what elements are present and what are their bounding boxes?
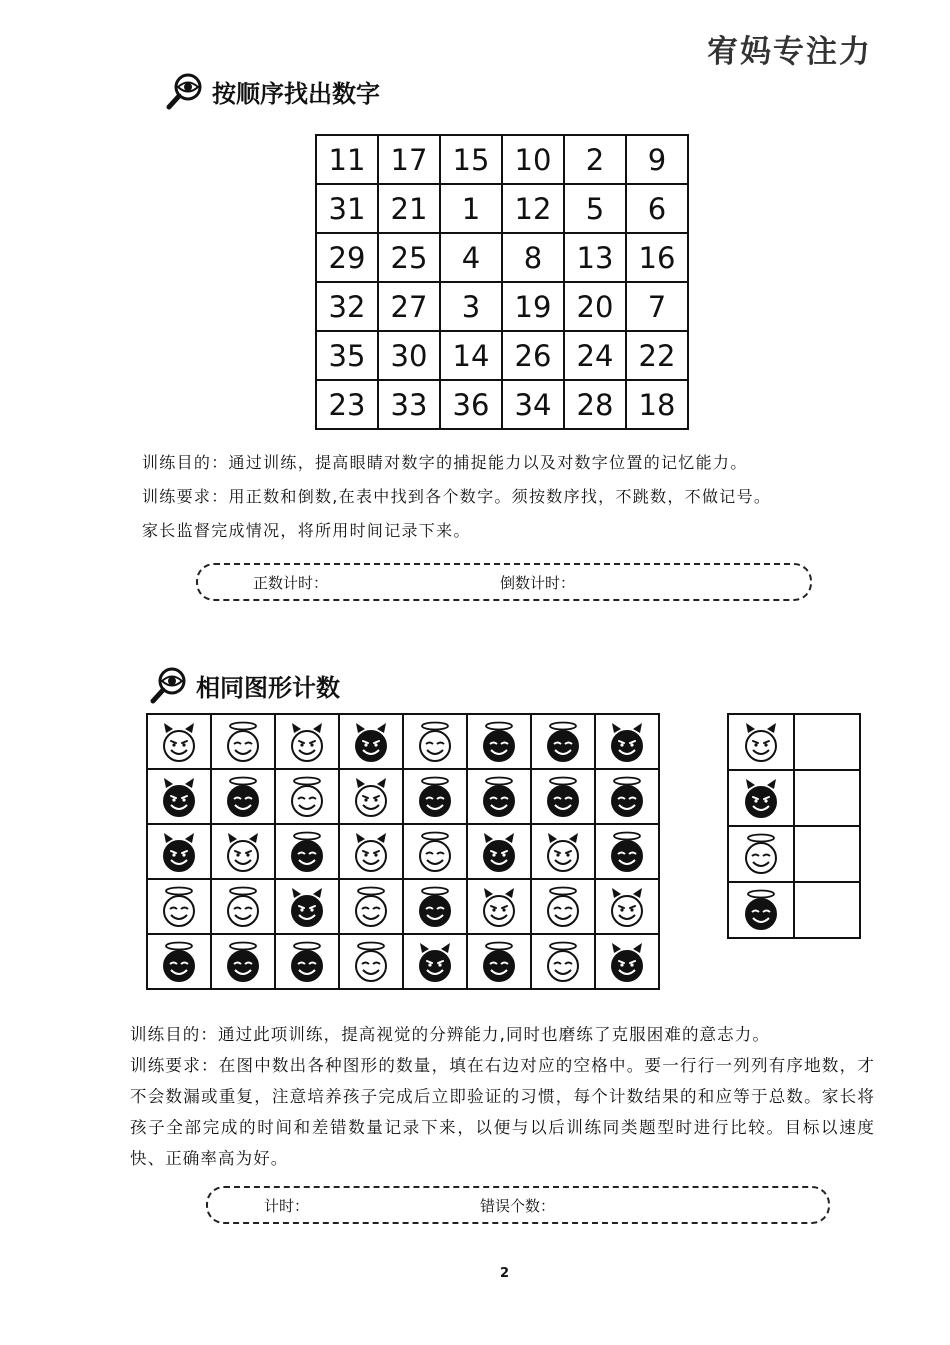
number-cell: 12	[502, 184, 564, 233]
devil-dark-icon	[159, 776, 199, 818]
number-cell: 17	[378, 135, 440, 184]
magnifier-eye-icon	[150, 666, 188, 704]
number-cell: 27	[378, 282, 440, 331]
symbol-cell	[595, 824, 659, 879]
symbol-cell	[339, 879, 403, 934]
count-row	[728, 826, 860, 882]
section1-requirement: 训练要求：用正数和倒数,在表中找到各个数字。须按数序找，不跳数，不做记号。	[142, 487, 772, 506]
devil-dark-icon	[479, 831, 519, 873]
devil-dark-icon	[607, 941, 647, 983]
section2-title: 相同图形计数	[196, 673, 340, 702]
section2-purpose: 训练目的：通过此项训练，提高视觉的分辨能力,同时也磨练了克服困难的意志力。	[130, 1025, 770, 1044]
section1-timer-box	[196, 563, 812, 601]
symbol-cell	[339, 824, 403, 879]
section1-supervise: 家长监督完成情况，将所用时间记录下来。	[142, 521, 471, 540]
devil-outline-icon	[479, 886, 519, 928]
devil-outline-icon	[543, 831, 583, 873]
angel-dark-icon	[159, 941, 199, 983]
symbol-cell	[467, 879, 531, 934]
count-answer-cell[interactable]	[794, 882, 860, 938]
devil-dark-icon	[159, 831, 199, 873]
devil-dark-icon	[351, 721, 391, 763]
section2-timer-box	[206, 1186, 830, 1224]
symbol-cell	[147, 824, 211, 879]
symbol-cell	[595, 934, 659, 989]
angel-outline-icon	[223, 886, 263, 928]
number-cell: 6	[626, 184, 688, 233]
symbol-cell	[339, 714, 403, 769]
number-grid-row	[316, 135, 688, 184]
number-cell: 28	[564, 380, 626, 429]
symbol-cell	[467, 714, 531, 769]
angel-outline-icon	[741, 833, 781, 875]
page-number: 2	[500, 1266, 510, 1281]
symbol-cell	[531, 769, 595, 824]
angel-outline-icon	[351, 941, 391, 983]
symbol-grid-row	[147, 879, 659, 934]
number-cell: 14	[440, 331, 502, 380]
number-cell: 29	[316, 233, 378, 282]
angel-outline-icon	[223, 721, 263, 763]
angel-dark-icon	[479, 776, 519, 818]
section1-title: 按顺序找出数字	[212, 79, 380, 108]
section1-purpose: 训练目的：通过训练，提高眼睛对数字的捕捉能力以及对数字位置的记忆能力。	[142, 453, 748, 472]
number-cell: 10	[502, 135, 564, 184]
section1-heading	[166, 72, 380, 110]
symbol-cell	[467, 934, 531, 989]
symbol-cell	[275, 934, 339, 989]
number-cell: 20	[564, 282, 626, 331]
brand-title: 宥妈专注力	[707, 34, 872, 70]
count-row	[728, 770, 860, 826]
symbol-cell	[211, 769, 275, 824]
symbol-count-table	[727, 713, 861, 939]
symbol-cell	[467, 769, 531, 824]
symbol-cell	[531, 934, 595, 989]
number-cell: 35	[316, 331, 378, 380]
number-cell: 4	[440, 233, 502, 282]
symbol-cell	[467, 824, 531, 879]
number-cell: 8	[502, 233, 564, 282]
devil-dark-icon	[741, 777, 781, 819]
symbol-grid-row	[147, 769, 659, 824]
angel-dark-icon	[543, 776, 583, 818]
symbol-grid-row	[147, 714, 659, 769]
symbol-cell	[531, 879, 595, 934]
number-grid-row	[316, 380, 688, 429]
number-grid-row	[316, 184, 688, 233]
angel-outline-icon	[287, 776, 327, 818]
devil-dark-icon	[415, 941, 455, 983]
number-cell: 15	[440, 135, 502, 184]
devil-outline-icon	[351, 831, 391, 873]
symbol-cell	[595, 879, 659, 934]
symbol-cell	[147, 879, 211, 934]
symbol-cell	[211, 934, 275, 989]
symbol-cell	[211, 879, 275, 934]
number-cell: 24	[564, 331, 626, 380]
angel-dark-icon	[479, 721, 519, 763]
count-row	[728, 882, 860, 938]
angel-outline-icon	[543, 941, 583, 983]
symbol-cell	[403, 714, 467, 769]
number-cell: 13	[564, 233, 626, 282]
symbol-cell	[339, 769, 403, 824]
angel-outline-icon	[415, 721, 455, 763]
devil-outline-icon	[159, 721, 199, 763]
number-cell: 5	[564, 184, 626, 233]
count-answer-cell[interactable]	[794, 826, 860, 882]
number-grid-row	[316, 331, 688, 380]
number-cell: 16	[626, 233, 688, 282]
symbol-grid-row	[147, 934, 659, 989]
devil-outline-icon	[223, 831, 263, 873]
angel-dark-icon	[223, 941, 263, 983]
angel-dark-icon	[607, 776, 647, 818]
symbol-cell	[147, 934, 211, 989]
angel-outline-icon	[543, 886, 583, 928]
count-symbol-cell	[728, 826, 794, 882]
angel-dark-icon	[415, 776, 455, 818]
count-symbol-cell	[728, 714, 794, 770]
number-cell: 31	[316, 184, 378, 233]
number-cell: 7	[626, 282, 688, 331]
symbol-cell	[403, 879, 467, 934]
angel-dark-icon	[741, 889, 781, 931]
timer-label: 计时：	[264, 1196, 310, 1215]
angel-dark-icon	[287, 831, 327, 873]
number-cell: 1	[440, 184, 502, 233]
symbol-cell	[147, 769, 211, 824]
backward-timer-label: 倒数计时：	[500, 573, 576, 592]
count-row	[728, 714, 860, 770]
symbol-cell	[211, 714, 275, 769]
devil-dark-icon	[287, 886, 327, 928]
count-answer-cell[interactable]	[794, 770, 860, 826]
devil-outline-icon	[287, 721, 327, 763]
symbol-cell	[595, 769, 659, 824]
number-cell: 11	[316, 135, 378, 184]
count-symbol-cell	[728, 882, 794, 938]
section1-instructions	[142, 446, 771, 548]
symbol-cell	[275, 879, 339, 934]
angel-dark-icon	[607, 831, 647, 873]
number-cell: 22	[626, 331, 688, 380]
number-cell: 21	[378, 184, 440, 233]
number-cell: 26	[502, 331, 564, 380]
symbol-grid	[146, 713, 660, 990]
devil-dark-icon	[607, 721, 647, 763]
number-cell: 33	[378, 380, 440, 429]
symbol-cell	[275, 714, 339, 769]
magnifier-eye-icon	[166, 72, 204, 110]
number-cell: 19	[502, 282, 564, 331]
devil-outline-icon	[741, 721, 781, 763]
symbol-cell	[595, 714, 659, 769]
symbol-cell	[147, 714, 211, 769]
symbol-cell	[211, 824, 275, 879]
number-cell: 34	[502, 380, 564, 429]
number-cell: 32	[316, 282, 378, 331]
angel-dark-icon	[223, 776, 263, 818]
number-grid	[315, 134, 689, 430]
angel-outline-icon	[415, 831, 455, 873]
symbol-cell	[275, 824, 339, 879]
devil-outline-icon	[351, 776, 391, 818]
errors-label: 错误个数：	[480, 1196, 556, 1215]
number-cell: 9	[626, 135, 688, 184]
symbol-grid-row	[147, 824, 659, 879]
number-grid-row	[316, 282, 688, 331]
count-answer-cell[interactable]	[794, 714, 860, 770]
angel-outline-icon	[351, 886, 391, 928]
angel-dark-icon	[415, 886, 455, 928]
symbol-cell	[403, 824, 467, 879]
symbol-cell	[403, 769, 467, 824]
number-cell: 18	[626, 380, 688, 429]
number-cell: 30	[378, 331, 440, 380]
symbol-cell	[275, 769, 339, 824]
forward-timer-label: 正数计时：	[253, 573, 329, 592]
number-cell: 23	[316, 380, 378, 429]
angel-outline-icon	[159, 886, 199, 928]
angel-dark-icon	[543, 721, 583, 763]
angel-dark-icon	[479, 941, 519, 983]
section2-heading	[150, 666, 340, 704]
angel-dark-icon	[287, 941, 327, 983]
section2-requirement: 训练要求：在图中数出各种图形的数量，填在右边对应的空格中。要一行行一列列有序地数，才不会数漏或重复，注意培养孩子完成后立即验证的习惯，每个计数结果的和应等于总数。家长将孩子全部完成的时间和差错数量记录下来，以便与以后训练同类题型时进行比较。目标以速度快、正确率高为好。	[130, 1056, 875, 1168]
devil-outline-icon	[607, 886, 647, 928]
number-cell: 36	[440, 380, 502, 429]
count-symbol-cell	[728, 770, 794, 826]
number-cell: 25	[378, 233, 440, 282]
section2-instructions	[130, 1019, 875, 1174]
symbol-cell	[531, 824, 595, 879]
symbol-cell	[339, 934, 403, 989]
number-cell: 2	[564, 135, 626, 184]
symbol-cell	[403, 934, 467, 989]
number-grid-row	[316, 233, 688, 282]
symbol-cell	[531, 714, 595, 769]
number-cell: 3	[440, 282, 502, 331]
